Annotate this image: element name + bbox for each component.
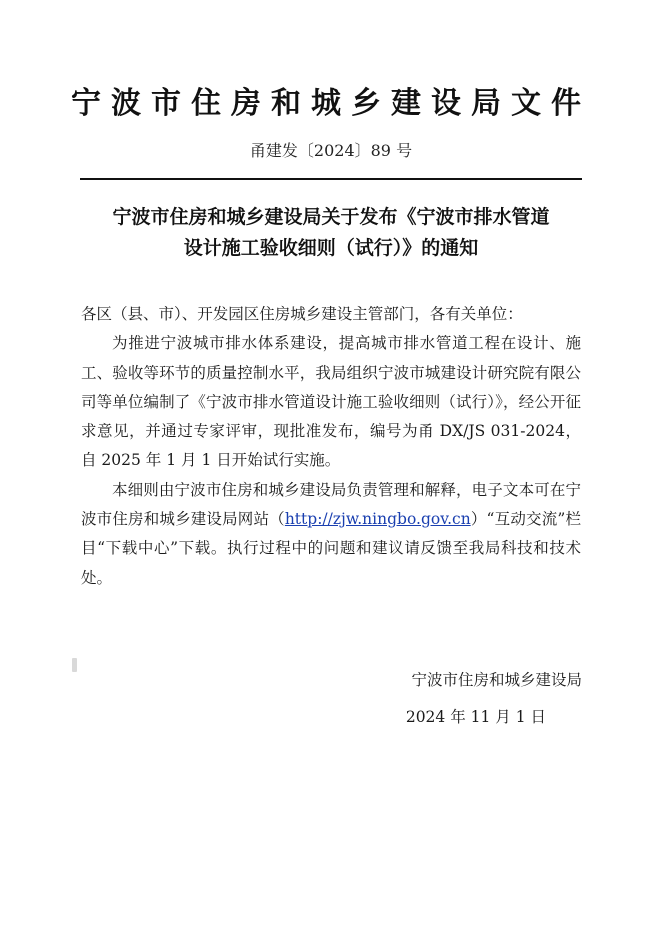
notice-body bbox=[81, 300, 581, 593]
header-divider bbox=[80, 178, 582, 180]
notice-title bbox=[70, 202, 592, 264]
scan-mark bbox=[72, 658, 77, 672]
paragraph-2-text-after-link: ）“互动交流”栏目“下载中心”下载。执行过程中的问题和建议请反馈至我局科技和技术处。 bbox=[81, 510, 581, 587]
body-paragraph-2 bbox=[81, 476, 581, 593]
issuer-header: 宁波市住房和城乡建设局文件 bbox=[71, 86, 591, 121]
signature-organization: 宁波市住房和城乡建设局 bbox=[411, 671, 582, 689]
addressee: 各区（县、市）、开发园区住房城乡建设主管部门，各有关单位： bbox=[81, 305, 523, 323]
body-paragraph-1: 为推进宁波城市排水体系建设，提高城市排水管道工程在设计、施工、验收等环节的质量控制水平，我局组织宁波市城建设计研究院有限公司等单位编制了《宁波市排水管道设计施工验收细则（试行）》，经公开征求意见，并通过专家评审，现批准发布，编号为甬 DX/JS 031-2024，自 2025 年 1 月 1 日开始试行实施。 bbox=[81, 334, 581, 470]
notice-title-line-2: 设计施工验收细则（试行）》的通知 bbox=[183, 237, 479, 259]
notice-title-line-1: 宁波市住房和城乡建设局关于发布《宁波市排水管道 bbox=[112, 206, 550, 228]
signature-date: 2024 年 11 月 1 日 bbox=[405, 708, 546, 726]
website-link[interactable]: http://zjw.ningbo.gov.cn bbox=[284, 510, 471, 529]
document-number: 甬建发〔2024〕89 号 bbox=[249, 141, 413, 160]
paragraph-2-text-before-link: 本细则由宁波市住房和城乡建设局负责管理和解释，电子文本可在宁波市住房和城乡建设局网站（ bbox=[81, 480, 581, 529]
